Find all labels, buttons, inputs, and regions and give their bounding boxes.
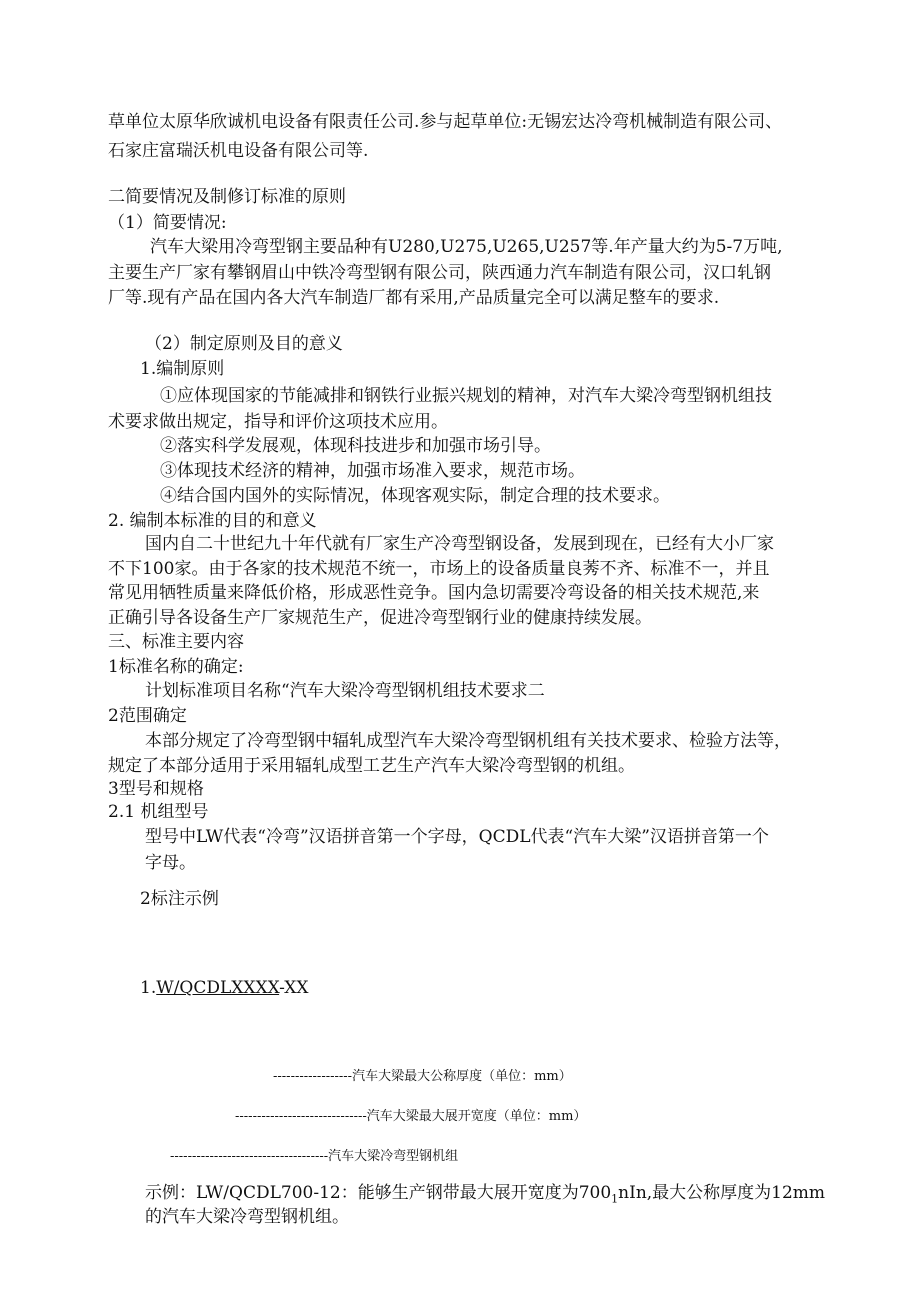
- label-text: 汽车大梁冷弯型钢机组: [328, 1149, 459, 1164]
- purpose-heading: 2. 编制本标准的目的和意义: [108, 511, 317, 531]
- example-text-a: 示例：LW/QCDL700-12：能够生产钢带最大展开宽度为700: [145, 1183, 612, 1203]
- label-text: 汽车大梁最大公称厚度（单位：mm）: [352, 1069, 572, 1084]
- section-2-sub-2: （2）制定原则及目的意义: [145, 334, 343, 354]
- scope-heading: 2范围确定: [108, 706, 187, 726]
- label-text: 汽车大梁最大展开宽度（单位：mm）: [366, 1109, 587, 1124]
- code-label-unit: [170, 1146, 458, 1168]
- model-heading: 3型号和规格: [108, 779, 204, 799]
- model-line: 型号中LW代表“冷弯”汉语拼音第一个字母，QCDL代表“汽车大梁”汉语拼音第一个: [145, 827, 769, 847]
- model-code: [140, 977, 308, 999]
- scope-line: 规定了本部分适用于采用辐轧成型工艺生产汽车大梁冷弯型钢的机组。: [108, 756, 635, 776]
- intro-line-1: 草单位太原华欣诚机电设备有限责任公司.参与起草单位:无锡宏达冷弯机械制造有限公司、: [108, 112, 783, 132]
- example-heading: 2标注示例: [140, 889, 219, 909]
- model-code-prefix: 1.: [140, 978, 157, 998]
- leader-dashes: ------------------: [273, 1069, 353, 1084]
- section-3-heading: 三、标准主要内容: [108, 632, 244, 652]
- example-text-b: nIn,最大公称厚度为12mm: [618, 1183, 826, 1203]
- example-line-2: 的汽车大梁冷弯型钢机组。: [145, 1207, 349, 1227]
- code-label-thickness: [273, 1066, 572, 1088]
- principles-heading: 1.编制原则: [140, 359, 225, 379]
- principle-line: 术要求做出规定，指导和评价这项技术应用。: [108, 412, 448, 432]
- paragraph-line: 汽车大梁用冷弯型钢主要品种有U280,U275,U265,U257等.年产量大约为5-7万吨,: [150, 237, 783, 257]
- model-code-suffix: -XX: [279, 978, 309, 998]
- model-code-main: W/QCDLXXXX: [156, 978, 280, 998]
- leader-dashes: ------------------------------: [235, 1109, 367, 1124]
- paragraph-line: 厂等.现有产品在国内各大汽车制造厂都有采用,产品质量完全可以满足整车的要求.: [108, 288, 720, 308]
- intro-line-2: 石家庄富瑞沃机电设备有限公司等.: [108, 141, 369, 161]
- principle-line: ②落实科学发展观，体现科技进步和加强市场引导。: [160, 436, 551, 456]
- purpose-line: 不下100家。由于各家的技术规范不统一，市场上的设备质量良莠不齐、标准不一，并且: [108, 559, 770, 579]
- leader-dashes: ------------------------------------: [170, 1149, 329, 1164]
- standard-name-heading: 1标准名称的确定:: [108, 657, 244, 677]
- example-subscript: 1: [611, 1192, 619, 1206]
- principle-line: ④结合国内国外的实际情况，体现客观实际，制定合理的技术要求。: [160, 486, 670, 506]
- standard-name-text: 计划标准项目名称“汽车大梁冷弯型钢机组技术要求二: [145, 681, 545, 701]
- model-subheading: 2.1 机组型号: [108, 802, 209, 822]
- paragraph-line: 主要生产厂家有攀钢眉山中铁冷弯型钢有限公司，陕西通力汽车制造有限公司，汉口轧钢: [108, 263, 771, 283]
- purpose-line: 国内自二十世纪九十年代就有厂家生产冷弯型钢设备，发展到现在，已经有大小厂家: [145, 534, 774, 554]
- purpose-line: 正确引导各设备生产厂家规范生产，促进冷弯型钢行业的健康持续发展。: [108, 608, 652, 628]
- purpose-line: 常见用牺牲质量来降低价格，形成恶性竞争。国内急切需要冷弯设备的相关技术规范,来: [108, 583, 760, 603]
- model-line: 字母。: [145, 853, 196, 873]
- scope-line: 本部分规定了冷弯型钢中辐轧成型汽车大梁冷弯型钢机组有关技术要求、检验方法等，: [145, 731, 791, 751]
- section-2-sub-1: （1）简要情况:: [108, 213, 227, 233]
- section-2-heading: 二简要情况及制修订标准的原则: [108, 187, 346, 207]
- code-label-width: [235, 1106, 586, 1128]
- principle-line: ①应体现国家的节能减排和钢铁行业振兴规划的精神，对汽车大梁冷弯型钢机组技: [160, 386, 772, 406]
- principle-line: ③体现技术经济的精神，加强市场准入要求，规范市场。: [160, 461, 585, 481]
